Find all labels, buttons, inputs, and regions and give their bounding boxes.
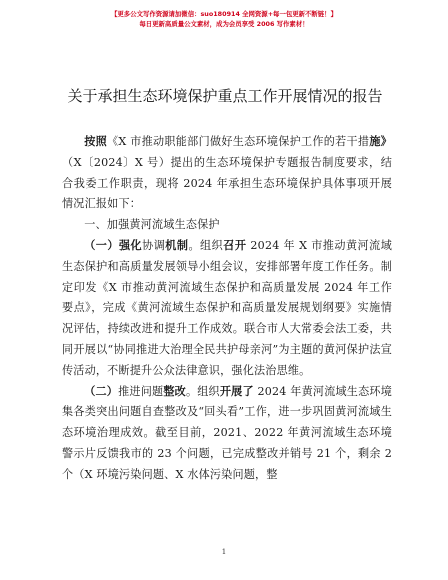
paragraph-1 bbox=[62, 236, 392, 382]
page-number: 1 bbox=[221, 548, 227, 556]
para2-text-1: 。组织 bbox=[185, 384, 220, 398]
para1-bold-3: 召开 bbox=[223, 238, 247, 252]
intro-bold-2: 施》 bbox=[369, 135, 393, 148]
promo-banner-line-1: 【更多公文写作资源请加微信：suo180914 全网资源+每一包更新不断链！】 bbox=[111, 10, 337, 18]
intro-text-2: （X〔2024〕X 号）提出的生态环境保护专题报告制度要求，结合我委工作职责，现将 2024 年承担生态环境保护具体事项开展情况汇报如下： bbox=[62, 155, 392, 211]
para1-text-1: 协调 bbox=[142, 238, 166, 252]
intro-text-1: 《X 市推动职能部门做好生态环境保护工作的若干措 bbox=[106, 135, 370, 148]
para2-text-2: 2024 年黄河流域生态环境集各类突出问题自查整改及“回头看”工作，进一步巩固黄河流域生态环境治理成效。截至目前，2021、2022 年黄河流域生态环境警示片反馈我市的 23 个问题，已完成整改并销号 21 个，剩余 2 个（X 环境污染问题、X 水体污染问题，整 bbox=[62, 384, 392, 481]
intro-bold-lead: 按照 bbox=[84, 135, 107, 148]
para1-text-2: 。组织 bbox=[188, 238, 224, 252]
para1-label: （一） bbox=[84, 238, 119, 252]
document-body bbox=[62, 132, 392, 486]
para1-text-3: 2024 年 X 市推动黄河流域生态保护和高质量发展领导小组会议，安排部署年度工作任务。制定印发《X 市推动黄河流域生态保护和高质量发展 2024 年工作要点》，完成《黄河流域生态保护和高质量发展规划纲要》实施情况评估，持续改进和提升工作成效。联合市人大常委会法工委，共同开展以“协同推进大治理全民共护母亲河”为主题的黄河保护法宣传活动，不断提升公众法律意识，强化法治思维。 bbox=[62, 238, 392, 377]
para2-label: （二） bbox=[84, 384, 119, 398]
document-title: 关于承担生态环境保护重点工作开展情况的报告 bbox=[67, 87, 383, 105]
para1-bold-1: 强化 bbox=[118, 238, 143, 252]
para2-text-0: 推进问题 bbox=[118, 384, 164, 398]
paragraph-2 bbox=[62, 382, 392, 486]
intro-paragraph bbox=[62, 132, 392, 215]
para1-bold-2: 机制 bbox=[165, 238, 189, 252]
promo-banner bbox=[0, 9, 448, 29]
promo-banner-line-2: 每日更新高质量公文素材，成为会员享受 2006 写作素材！ bbox=[139, 20, 309, 28]
para2-bold-2: 整改 bbox=[163, 384, 186, 398]
para2-bold-3: 开展了 bbox=[219, 384, 254, 398]
section-1-heading: 一、加强黄河流域生态保护 bbox=[84, 218, 220, 232]
